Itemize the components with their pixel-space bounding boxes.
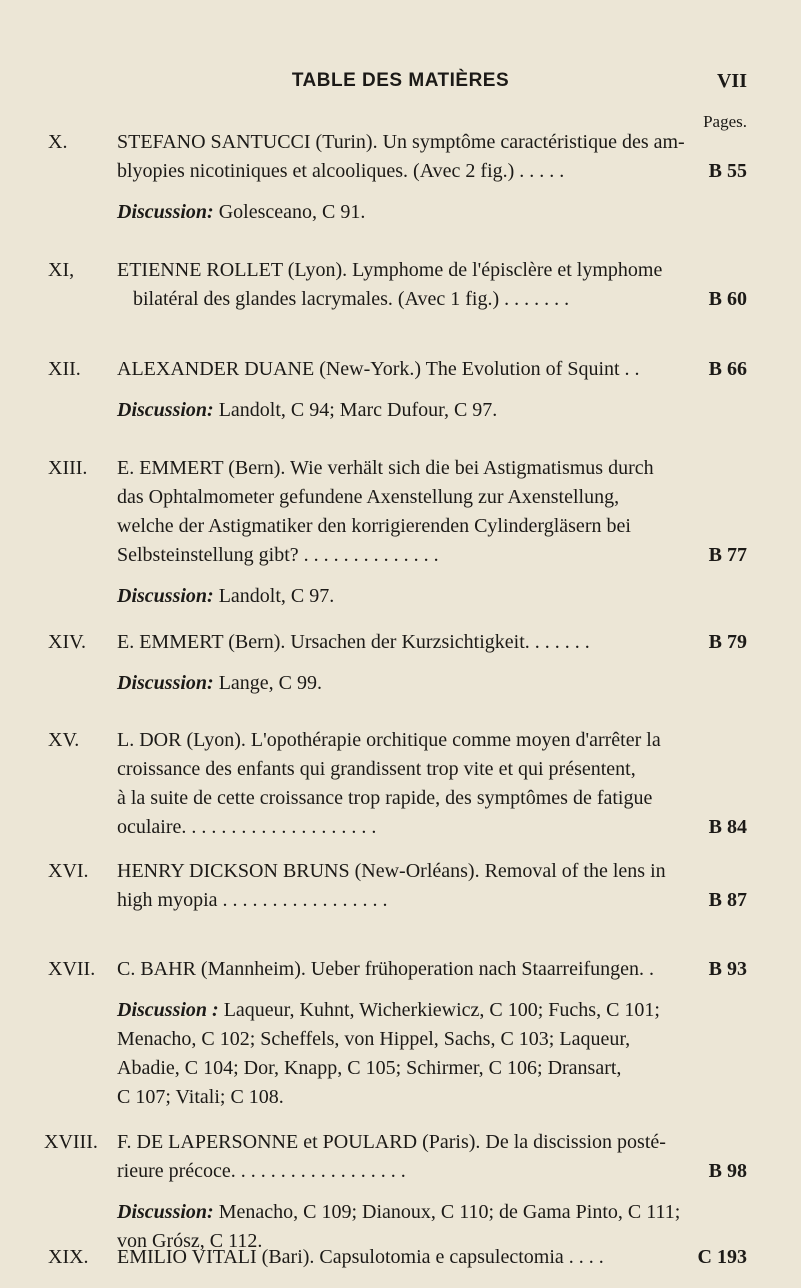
entry-line: ALEXANDER DUANE (New-York.) The Evolution of Squint . .	[117, 358, 640, 380]
entry-body	[117, 454, 717, 611]
page-number: VII	[716, 70, 747, 92]
entry-line: STEFANO SANTUCCI (Turin). Un symptôme caractéristique des am-	[117, 131, 685, 153]
entry-body	[117, 1243, 717, 1272]
entry-line: ETIENNE ROLLET (Lyon). Lymphome de l'épisclère et lymphome	[117, 259, 663, 281]
page-reference[interactable]: B 84	[708, 816, 747, 838]
discussion-line: Discussion: Lange, C 99.	[117, 672, 323, 694]
entry-line: Selbsteinstellung gibt? . . . . . . . . . . . . . .	[117, 544, 439, 566]
page-reference[interactable]: C 193	[697, 1246, 747, 1268]
discussion-text: Lange, C 99.	[218, 672, 323, 694]
entry-body	[117, 857, 717, 915]
page-reference[interactable]: B 98	[708, 1160, 747, 1182]
page-title: TABLE DES MATIÈRES	[291, 70, 510, 91]
entry-number: XIII.	[48, 457, 88, 479]
page-reference[interactable]: B 93	[708, 958, 747, 980]
entry-line: oculaire. . . . . . . . . . . . . . . . . . . .	[117, 816, 377, 838]
entry-number: XVI.	[48, 860, 89, 882]
entry-number: XIV.	[48, 631, 86, 653]
entry-body	[117, 726, 717, 842]
entry-number: XIX.	[48, 1246, 89, 1268]
discussion-text: Landolt, C 94; Marc Dufour, C 97.	[218, 399, 498, 421]
page-reference[interactable]: B 55	[708, 160, 747, 182]
discussion-label: Discussion	[117, 999, 208, 1021]
page-reference[interactable]: B 77	[708, 544, 747, 566]
pages-column-label: Pages.	[703, 112, 747, 131]
discussion-block: Discussion : Laqueur, Kuhnt, Wicherkiewicz, C 100; Fuchs, C 101; Menacho, C 102; Scheffels, von Hippel, Sachs, C 103; Laqueur, Abadie, C 104; Dor, Knapp, C 105; Schirmer, C 106; Dransart, C 107; Vitali; C 108.	[117, 996, 717, 1112]
entry-body	[117, 256, 717, 314]
discussion-text: Menacho, C 109; Dianoux, C 110; de Gama Pinto, C 111;	[218, 1201, 681, 1223]
discussion-text: Landolt, C 97.	[218, 585, 335, 607]
running-header	[0, 70, 801, 100]
discussion-text: von Grósz, C 112.	[117, 1230, 263, 1252]
page-reference[interactable]: B 66	[708, 358, 747, 380]
discussion-block: Discussion: Menacho, C 109; Dianoux, C 110; de Gama Pinto, C 111; von Grósz, C 112.	[117, 1198, 717, 1256]
entry-line: L. DOR (Lyon). L'opothérapie orchitique comme moyen d'arrêter la	[117, 729, 661, 751]
entry-line: rieure précoce. . . . . . . . . . . . . . . . . .	[117, 1160, 406, 1182]
page-reference[interactable]: B 60	[708, 288, 747, 310]
entry-number: XI,	[48, 259, 75, 281]
entry-number: XV.	[48, 729, 80, 751]
entry-line: croissance des enfants qui grandissent trop vite et qui présentent,	[117, 758, 636, 780]
entry-line: EMILIO VITALI (Bari). Capsulotomia e capsulectomia . . . .	[117, 1246, 604, 1268]
entry-body	[117, 955, 717, 1112]
discussion-text: C 107; Vitali; C 108.	[117, 1086, 284, 1108]
entry-body	[117, 1128, 717, 1256]
entry-line: bilatéral des glandes lacrymales. (Avec 1 fig.) . . . . . . .	[133, 288, 570, 310]
entry-number: XII.	[48, 358, 81, 380]
entry-line: E. EMMERT (Bern). Wie verhält sich die bei Astigmatismus durch	[117, 457, 654, 479]
entry-number: X.	[48, 131, 68, 153]
discussion-text: Golesceano, C 91.	[218, 201, 366, 223]
discussion-label: Discussion	[117, 1201, 208, 1223]
page-reference[interactable]: B 87	[708, 889, 747, 911]
discussion-line: Discussion: Golesceano, C 91.	[117, 201, 366, 223]
discussion-label: Discussion	[117, 672, 208, 694]
entry-line: welche der Astigmatiker den korrigierenden Cylindergläsern bei	[117, 515, 631, 537]
entry-line: high myopia . . . . . . . . . . . . . . . . .	[117, 889, 388, 911]
discussion-text: Menacho, C 102; Scheffels, von Hippel, Sachs, C 103; Laqueur,	[117, 1028, 631, 1050]
discussion-label: Discussion	[117, 201, 208, 223]
entry-body	[117, 355, 717, 425]
entry-line: C. BAHR (Mannheim). Ueber frühoperation nach Staarreifungen. .	[117, 958, 655, 980]
entry-line: HENRY DICKSON BRUNS (New-Orléans). Removal of the lens in	[117, 860, 666, 882]
entry-line: F. DE LAPERSONNE et POULARD (Paris). De la discission posté-	[117, 1131, 666, 1153]
entry-number: XVIII.	[44, 1131, 98, 1153]
entry-line: à la suite de cette croissance trop rapide, des symptômes de fatigue	[117, 787, 653, 809]
discussion-text: Laqueur, Kuhnt, Wicherkiewicz, C 100; Fuchs, C 101;	[223, 999, 660, 1021]
discussion-line: Discussion: Landolt, C 94; Marc Dufour, C 97.	[117, 399, 498, 421]
discussion-label: Discussion	[117, 585, 208, 607]
entry-body	[117, 128, 717, 227]
entry-number: XVII.	[48, 958, 96, 980]
discussion-text: Abadie, C 104; Dor, Knapp, C 105; Schirmer, C 106; Dransart,	[117, 1057, 622, 1079]
discussion-label: Discussion	[117, 399, 208, 421]
page-reference[interactable]: B 79	[708, 631, 747, 653]
entry-line: blyopies nicotiniques et alcooliques. (Avec 2 fig.) . . . . .	[117, 160, 565, 182]
entry-line: E. EMMERT (Bern). Ursachen der Kurzsichtigkeit. . . . . . .	[117, 631, 590, 653]
entry-body	[117, 628, 717, 698]
discussion-line: Discussion: Landolt, C 97.	[117, 585, 335, 607]
entry-line: das Ophtalmometer gefundene Axenstellung zur Axenstellung,	[117, 486, 620, 508]
